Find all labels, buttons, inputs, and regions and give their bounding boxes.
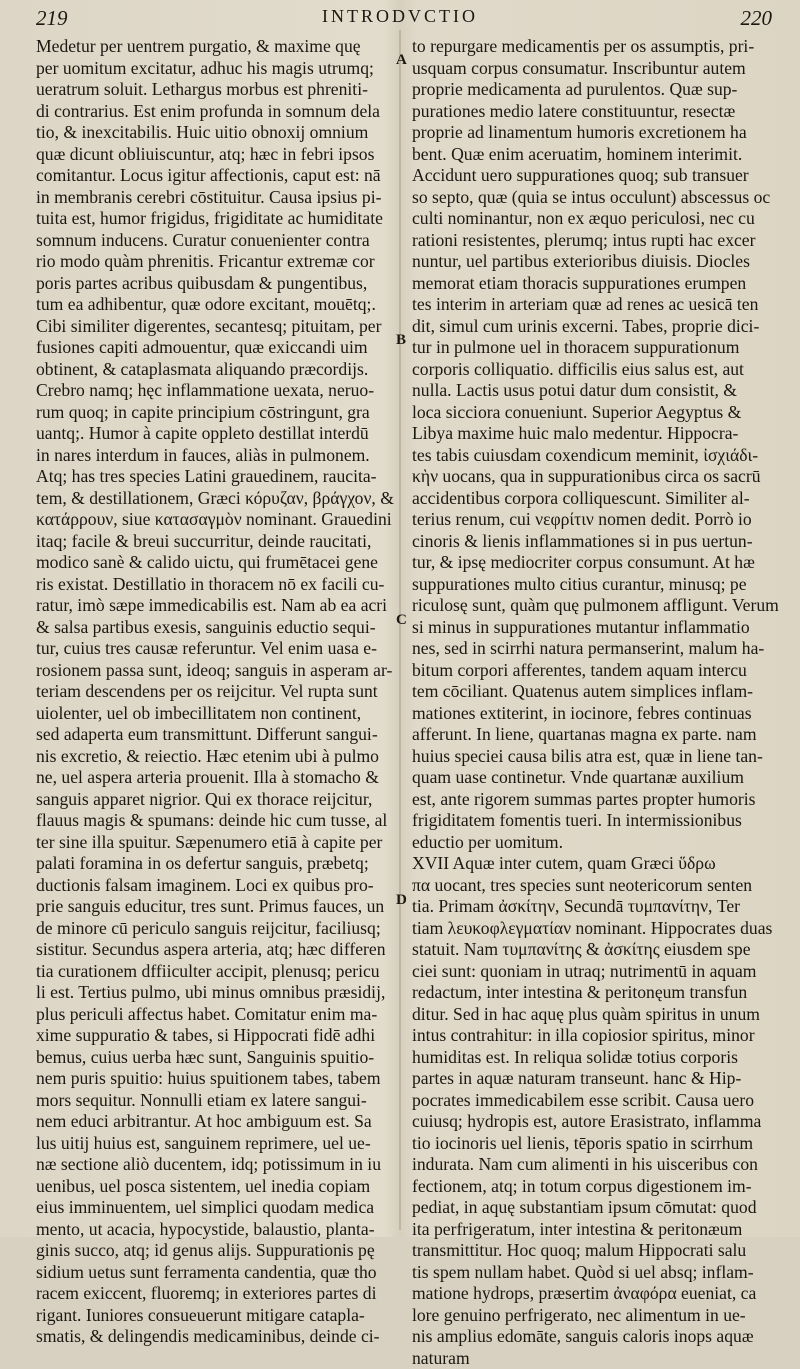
text-line: ueratrum soluit. Lethargus morbus est phreniti-	[36, 79, 392, 101]
text-line: sidium uetus sunt ferramenta candentia, quæ tho	[36, 1262, 392, 1284]
text-line: frigiditatem fomentis tueri. In intermissionibus	[412, 810, 784, 832]
text-line: de minore cū periculo sanguis reijcitur, faciliusq;	[36, 918, 392, 940]
text-line: quæ dicunt obliuiscuntur, atq; hæc in febri ipsos	[36, 144, 392, 166]
text-line: in membranis cerebri cōstituitur. Causa ipsius pi-	[36, 187, 392, 209]
text-line: plus periculi affectus habet. Comitatur enim ma-	[36, 1004, 392, 1026]
text-line: lore genuino perfrigerato, nec alimentum in ue-	[412, 1305, 784, 1327]
text-line: nem puris spuitio: huius spuitionem tabes, tabem	[36, 1068, 392, 1090]
text-line: proprie medicamenta ad purulentos. Quæ sup-	[412, 79, 784, 101]
text-line: nulla. Lactis usus potui datur dum consistit, &	[412, 380, 784, 402]
gutter-letter-d: D	[396, 892, 407, 909]
text-line: ductionis falsam imaginem. Loci ex quibus pro-	[36, 875, 392, 897]
running-title: INTRODVCTIO	[0, 6, 800, 27]
text-line: tio, & inexcitabilis. Huic uitio obnoxij omnium	[36, 122, 392, 144]
folio-number-right: 220	[741, 6, 773, 31]
text-line: nis excretio, & reiectio. Hæc etenim ubi à pulmo	[36, 746, 392, 768]
text-line: intus contrahitur: in illa copiosior spiritus, minor	[412, 1025, 784, 1047]
text-line: culti nominantur, non ex æquo periculosi, nec cu	[412, 208, 784, 230]
text-line: memorat etiam thoracis suppurationes erumpen	[412, 273, 784, 295]
text-line: palati foramina in os defertur sanguis, præbetq;	[36, 853, 392, 875]
gutter-letter-c: C	[396, 612, 407, 629]
text-line: bitum corpori afferentes, tandem aquam intercu	[412, 660, 784, 682]
text-line: Atq; has tres species Latini grauedinem, raucita-	[36, 466, 392, 488]
text-line: rum quoq; in capite principium cōstringunt, gra	[36, 402, 392, 424]
text-line: uenibus, uel posca sistentem, uel inedia copiam	[36, 1176, 392, 1198]
text-line: to repurgare medicamentis per os assumptis, pri-	[412, 36, 784, 58]
text-line: matione hydrops, præsertim ἀναφόρα eueniat, ca	[412, 1283, 784, 1305]
text-line: purationes medio latere constituuntur, resectæ	[412, 101, 784, 123]
text-line: sistitur. Secundus aspera arteria, atq; hæc differen	[36, 939, 392, 961]
text-line: næ sectione aliò ducentem, idq; potissimum in iu	[36, 1154, 392, 1176]
text-line: tio iocinoris uel lienis, tēporis spatio in scirrhum	[412, 1133, 784, 1155]
text-line: tur in pulmone uel in thoracem suppurationum	[412, 337, 784, 359]
text-line: terius renum, cui νεφρίτιν nomen dedit. Porrò io	[412, 509, 784, 531]
text-line: loca sicciora conueniunt. Superior Aegyptus &	[412, 402, 784, 424]
text-line: pediat, in aquę substantiam ipsum cōmutat: quod	[412, 1197, 784, 1219]
text-line: ter sine illa spuitur. Sæpenumero etiā à capite per	[36, 832, 392, 854]
text-line: proprie ad linamentum humoris excretionem ha	[412, 122, 784, 144]
text-line: Accidunt uero suppurationes quoq; sub transuer	[412, 165, 784, 187]
text-line: tuita est, humor frigidus, frigiditate ac humiditate	[36, 208, 392, 230]
text-line: eductio per uomitum.	[412, 832, 784, 854]
text-line: tiam λευκοφλεγματίαν nominant. Hippocrates duas	[412, 918, 784, 940]
text-line: poris partes acribus quibusdam & pungentibus,	[36, 273, 392, 295]
text-line: racem exiccent, fluoremq; in exteriores partes di	[36, 1283, 392, 1305]
text-line: corporis colliquatio. difficilis eius salus est, aut	[412, 359, 784, 381]
text-line: ris existat. Destillatio in thoracem nō ex facili cu-	[36, 574, 392, 596]
text-line: bent. Quæ enim aceruatim, hominem interimit.	[412, 144, 784, 166]
text-line: Crebro namq; hęc inflammatione uexata, neruo-	[36, 380, 392, 402]
text-line: cinoris & lienis inflammationes si in pus uertun-	[412, 531, 784, 553]
text-line: li est. Tertius pulmo, ubi minus omnibus præsidij,	[36, 982, 392, 1004]
text-line: tes tabis cuiusdam coxendicum meminit, ἰσχιάδι-	[412, 445, 784, 467]
text-line: indurata. Nam cum alimenti in his uisceribus con	[412, 1154, 784, 1176]
text-line: afferunt. In liene, quartanas magna ex parte. nam	[412, 724, 784, 746]
text-line: & salsa partibus exesis, sanguinis eductio sequi-	[36, 617, 392, 639]
text-line: rio modo quàm phrenitis. Fricantur extremæ cor	[36, 251, 392, 273]
text-line: transmittitur. Hoc quoq; malum Hippocrati salu	[412, 1240, 784, 1262]
text-line: lus uitij huius est, sanguinem reprimere, uel ue-	[36, 1133, 392, 1155]
text-line: so septo, quæ (quia se intus occulunt) abscessus oc	[412, 187, 784, 209]
text-line: xime suppuratio & tabes, si Hippocrati fidē adhi	[36, 1025, 392, 1047]
text-line: smatis, & delingendis medicaminibus, deinde ci-	[36, 1326, 392, 1348]
text-line: ita perfrigeratum, inter intestina & peritonæum	[412, 1219, 784, 1241]
text-line: redactum, inter intestina & peritonęum transfun	[412, 982, 784, 1004]
text-line: flauus magis & spumans: deinde hic cum tusse, al	[36, 810, 392, 832]
text-line: tum ea adhibentur, quæ odore excitant, mouētq;.	[36, 294, 392, 316]
text-line: tem, & destillationem, Græci κόρυζαν, βράγχον, &	[36, 488, 392, 510]
text-line: humiditas est. In reliqua solidæ totius corporis	[412, 1047, 784, 1069]
text-line: Libya maxime huic malo medentur. Hippocra-	[412, 423, 784, 445]
page-gutter-fold	[399, 30, 401, 1230]
text-line: ginis succo, atq; id genus alijs. Suppurationis pę	[36, 1240, 392, 1262]
text-line: κατάρρουν, siue κατασαγμὸν nominant. Grauedini	[36, 509, 392, 531]
text-line: nis amplius edomāte, sanguis caloris inops aquæ	[412, 1326, 784, 1348]
text-line: cuiusq; hydropis est, autore Erasistrato, inflamma	[412, 1111, 784, 1133]
text-line: partes in aquæ naturam transeunt. hanc & Hip-	[412, 1068, 784, 1090]
text-line: di contrarius. Est enim profunda in somnum dela	[36, 101, 392, 123]
text-line: tes interim in arteriam quæ ad renes ac uesicā ten	[412, 294, 784, 316]
text-line: huius speciei causa bilis atra est, quæ in liene tan-	[412, 746, 784, 768]
text-line: uiolenter, uel ob imbecillitatem non continent,	[36, 703, 392, 725]
text-line: suppurationes multo citius curantur, minusq; pe	[412, 574, 784, 596]
text-line: accidentibus corpora colliquescunt. Similiter al-	[412, 488, 784, 510]
gutter-letter-a: A	[396, 52, 407, 69]
text-line: πα uocant, tres species sunt neotericorum senten	[412, 875, 784, 897]
text-line: teriam descendens per os reijcitur. Vel rupta sunt	[36, 681, 392, 703]
text-line: pocrates immedicabilem esse scribit. Causa uero	[412, 1090, 784, 1112]
text-line: fusiones capiti admouentur, quæ exiccandi uim	[36, 337, 392, 359]
text-line: naturam	[412, 1348, 784, 1369]
text-line: rigant. Iuniores consueuerunt mitigare catapla-	[36, 1305, 392, 1327]
text-line: sed adaperta eum transmittunt. Differunt sangui-	[36, 724, 392, 746]
text-line: κὴν uocans, qua in suppurationibus circa os sacrū	[412, 466, 784, 488]
text-line: nes, sed in scirrhi natura permanserint, malum ha-	[412, 638, 784, 660]
text-line: tia. Primam ἀσκίτην, Secundā τυμπανίτην, Ter	[412, 896, 784, 918]
left-text-column	[36, 36, 392, 1348]
text-line: tem cōciliant. Quatenus autem simplices inflam-	[412, 681, 784, 703]
gutter-letter-b: B	[396, 332, 406, 349]
text-line: est, ante rigorem summas partes propter humoris	[412, 789, 784, 811]
text-line: ne, uel aspera arteria prouenit. Illa à stomacho &	[36, 767, 392, 789]
text-line: tur, & ipsę mediocriter corpus consumunt. At hæ	[412, 552, 784, 574]
text-line: si minus in suppurationes mutantur inflammatio	[412, 617, 784, 639]
text-line: comitantur. Locus igitur affectionis, caput est: nā	[36, 165, 392, 187]
text-line: nem educi arbitrantur. At hoc ambiguum est. Sa	[36, 1111, 392, 1133]
text-line: riculosę sunt, quàm quę pulmonem affligunt. Verum	[412, 595, 784, 617]
text-line: bemus, cuius uerba hæc sunt, Sanguinis spuitio-	[36, 1047, 392, 1069]
text-line: itaq; facile & breui succurritur, deinde raucitati,	[36, 531, 392, 553]
text-line: per uomitum excitatur, adhuc his magis utrumq;	[36, 58, 392, 80]
text-line: rosionem passa sunt, ideoq; sanguis in asperam ar-	[36, 660, 392, 682]
text-line: mationes extiterint, in iocinore, febres continuas	[412, 703, 784, 725]
text-line: Cibi similiter digerentes, secantesq; pituitam, per	[36, 316, 392, 338]
right-text-column	[412, 36, 784, 1369]
text-line: modico sanè & calido uictu, qui frumētacei gene	[36, 552, 392, 574]
text-line: tia curationem dffiiculter accipit, plenusq; pericu	[36, 961, 392, 983]
text-line: ratur, imò sæpe immedicabilis est. Nam ab ea acri	[36, 595, 392, 617]
text-line: rationi resistentes, plerumq; intus rupti hac excer	[412, 230, 784, 252]
folio-number-left: 219	[36, 6, 68, 31]
text-line: eius imminuentem, uel simplici quodam medica	[36, 1197, 392, 1219]
text-line: ditur. Sed in hac aquę plus quàm spiritus in unum	[412, 1004, 784, 1026]
text-line: nuntur, uel partibus exterioribus diuisis. Diocles	[412, 251, 784, 273]
text-line: uantq;. Humor à capite oppleto destillat interdū	[36, 423, 392, 445]
text-line: dit, simul cum urinis excerni. Tabes, proprie dici-	[412, 316, 784, 338]
text-line: somnum inducens. Curatur conuenienter contra	[36, 230, 392, 252]
text-line: mors sequitur. Nonnulli etiam ex latere sangui-	[36, 1090, 392, 1112]
text-line: mento, ut acacia, hypocystide, balaustio, planta-	[36, 1219, 392, 1241]
text-line: prie sanguis educitur, tres sunt. Primus fauces, un	[36, 896, 392, 918]
text-line: ciei sunt: quoniam in utraq; nutrimentū in aquam	[412, 961, 784, 983]
text-line: usquam corpus consumatur. Inscribuntur autem	[412, 58, 784, 80]
text-line: tur, cuius tres causæ referuntur. Vel enim uasa e-	[36, 638, 392, 660]
text-line: sanguis apparet nigrior. Qui ex thorace reijcitur,	[36, 789, 392, 811]
text-line: Medetur per uentrem purgatio, & maxime quę	[36, 36, 392, 58]
text-line: fectionem, atq; in totum corpus digestionem im-	[412, 1176, 784, 1198]
text-line: tis spem nullam habet. Quòd si uel absq; inflam-	[412, 1262, 784, 1284]
text-line: obtinent, & cataplasmata aliquando præcordijs.	[36, 359, 392, 381]
text-line: quam uase continetur. Vnde quartanæ auxilium	[412, 767, 784, 789]
text-line: XVII Aquæ inter cutem, quam Græci ὕδρω	[412, 853, 784, 875]
text-line: in nares interdum in fauces, aliàs in pulmonem.	[36, 445, 392, 467]
text-line: statuit. Nam τυμπανίτης & ἀσκίτης eiusdem spe	[412, 939, 784, 961]
